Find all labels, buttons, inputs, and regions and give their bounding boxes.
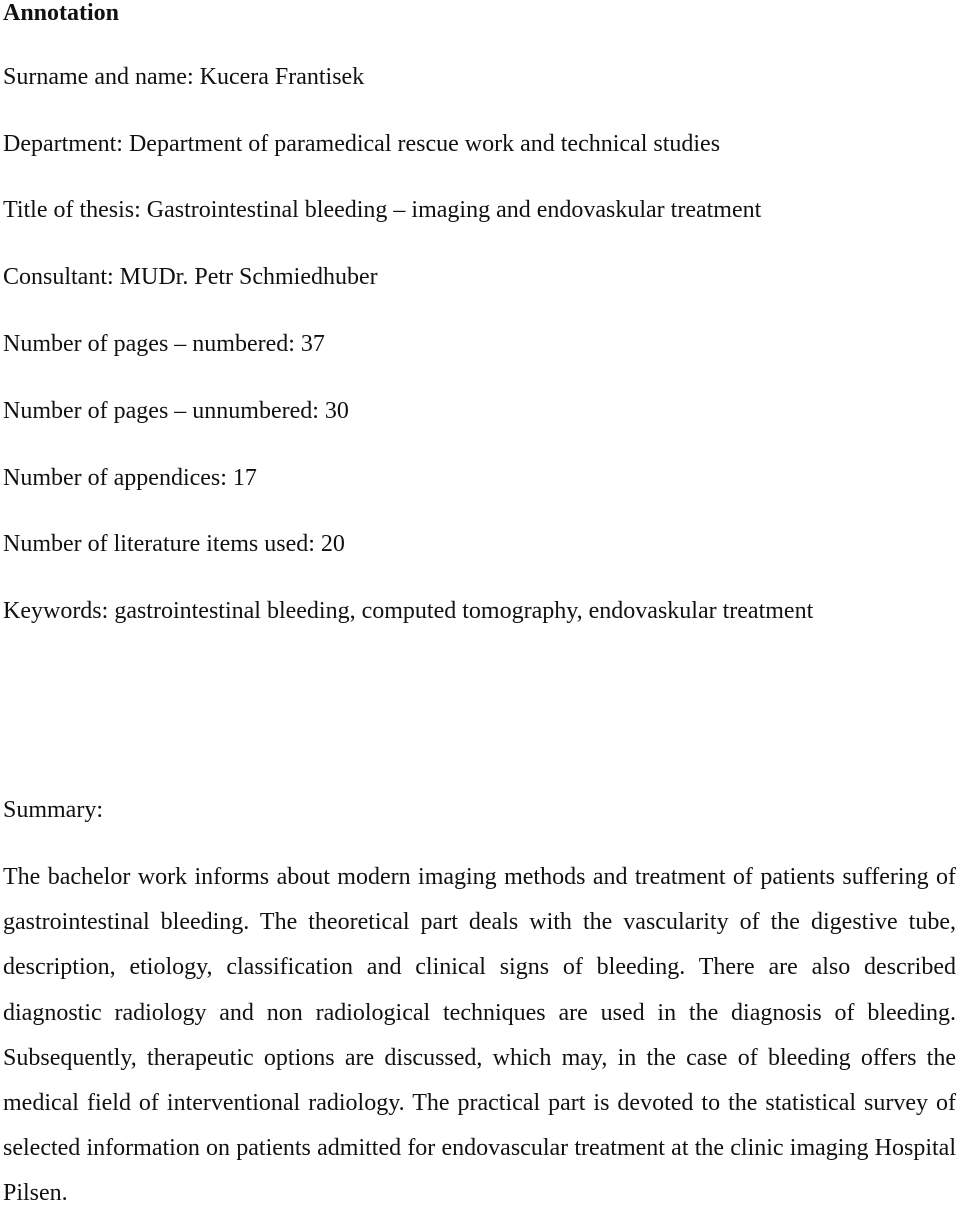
consultant-field: Consultant: MUDr. Petr Schmiedhuber: [3, 264, 378, 290]
department-field: Department: Department of paramedical rescue work and technical studies: [3, 131, 721, 157]
page-title: Annotation: [3, 0, 120, 26]
pages-unnumbered-field: Number of pages – unnumbered: 30: [3, 398, 349, 424]
thesis-title-field: Title of thesis: Gastrointestinal bleeding – imaging and endovaskular treatment: [3, 197, 762, 223]
literature-field: Number of literature items used: 20: [3, 531, 345, 557]
summary-label: Summary:: [3, 797, 103, 823]
keywords-field: Keywords: gastrointestinal bleeding, computed tomography, endovaskular treatment: [3, 598, 814, 624]
name-field: Surname and name: Kucera Frantisek: [3, 64, 365, 90]
appendices-field: Number of appendices: 17: [3, 465, 257, 491]
summary-text: The bachelor work informs about modern imaging methods and treatment of patients suffering of gastrointestinal bleeding. The theoretical part deals with the vascularity of the digestive tube, description, etiology, classification and clinical signs of bleeding. There are also described diagnostic radiology and non radiological techniques are used in the diagnosis of bleeding. Subsequently, therapeutic options are discussed, which may, in the case of bleeding offers the medical field of interventional radiology. The practical part is devoted to the statistical survey of selected information on patients admitted for endovascular treatment at the clinic imaging Hospital Pilsen.: [3, 864, 956, 1207]
pages-numbered-field: Number of pages – numbered: 37: [3, 331, 325, 357]
